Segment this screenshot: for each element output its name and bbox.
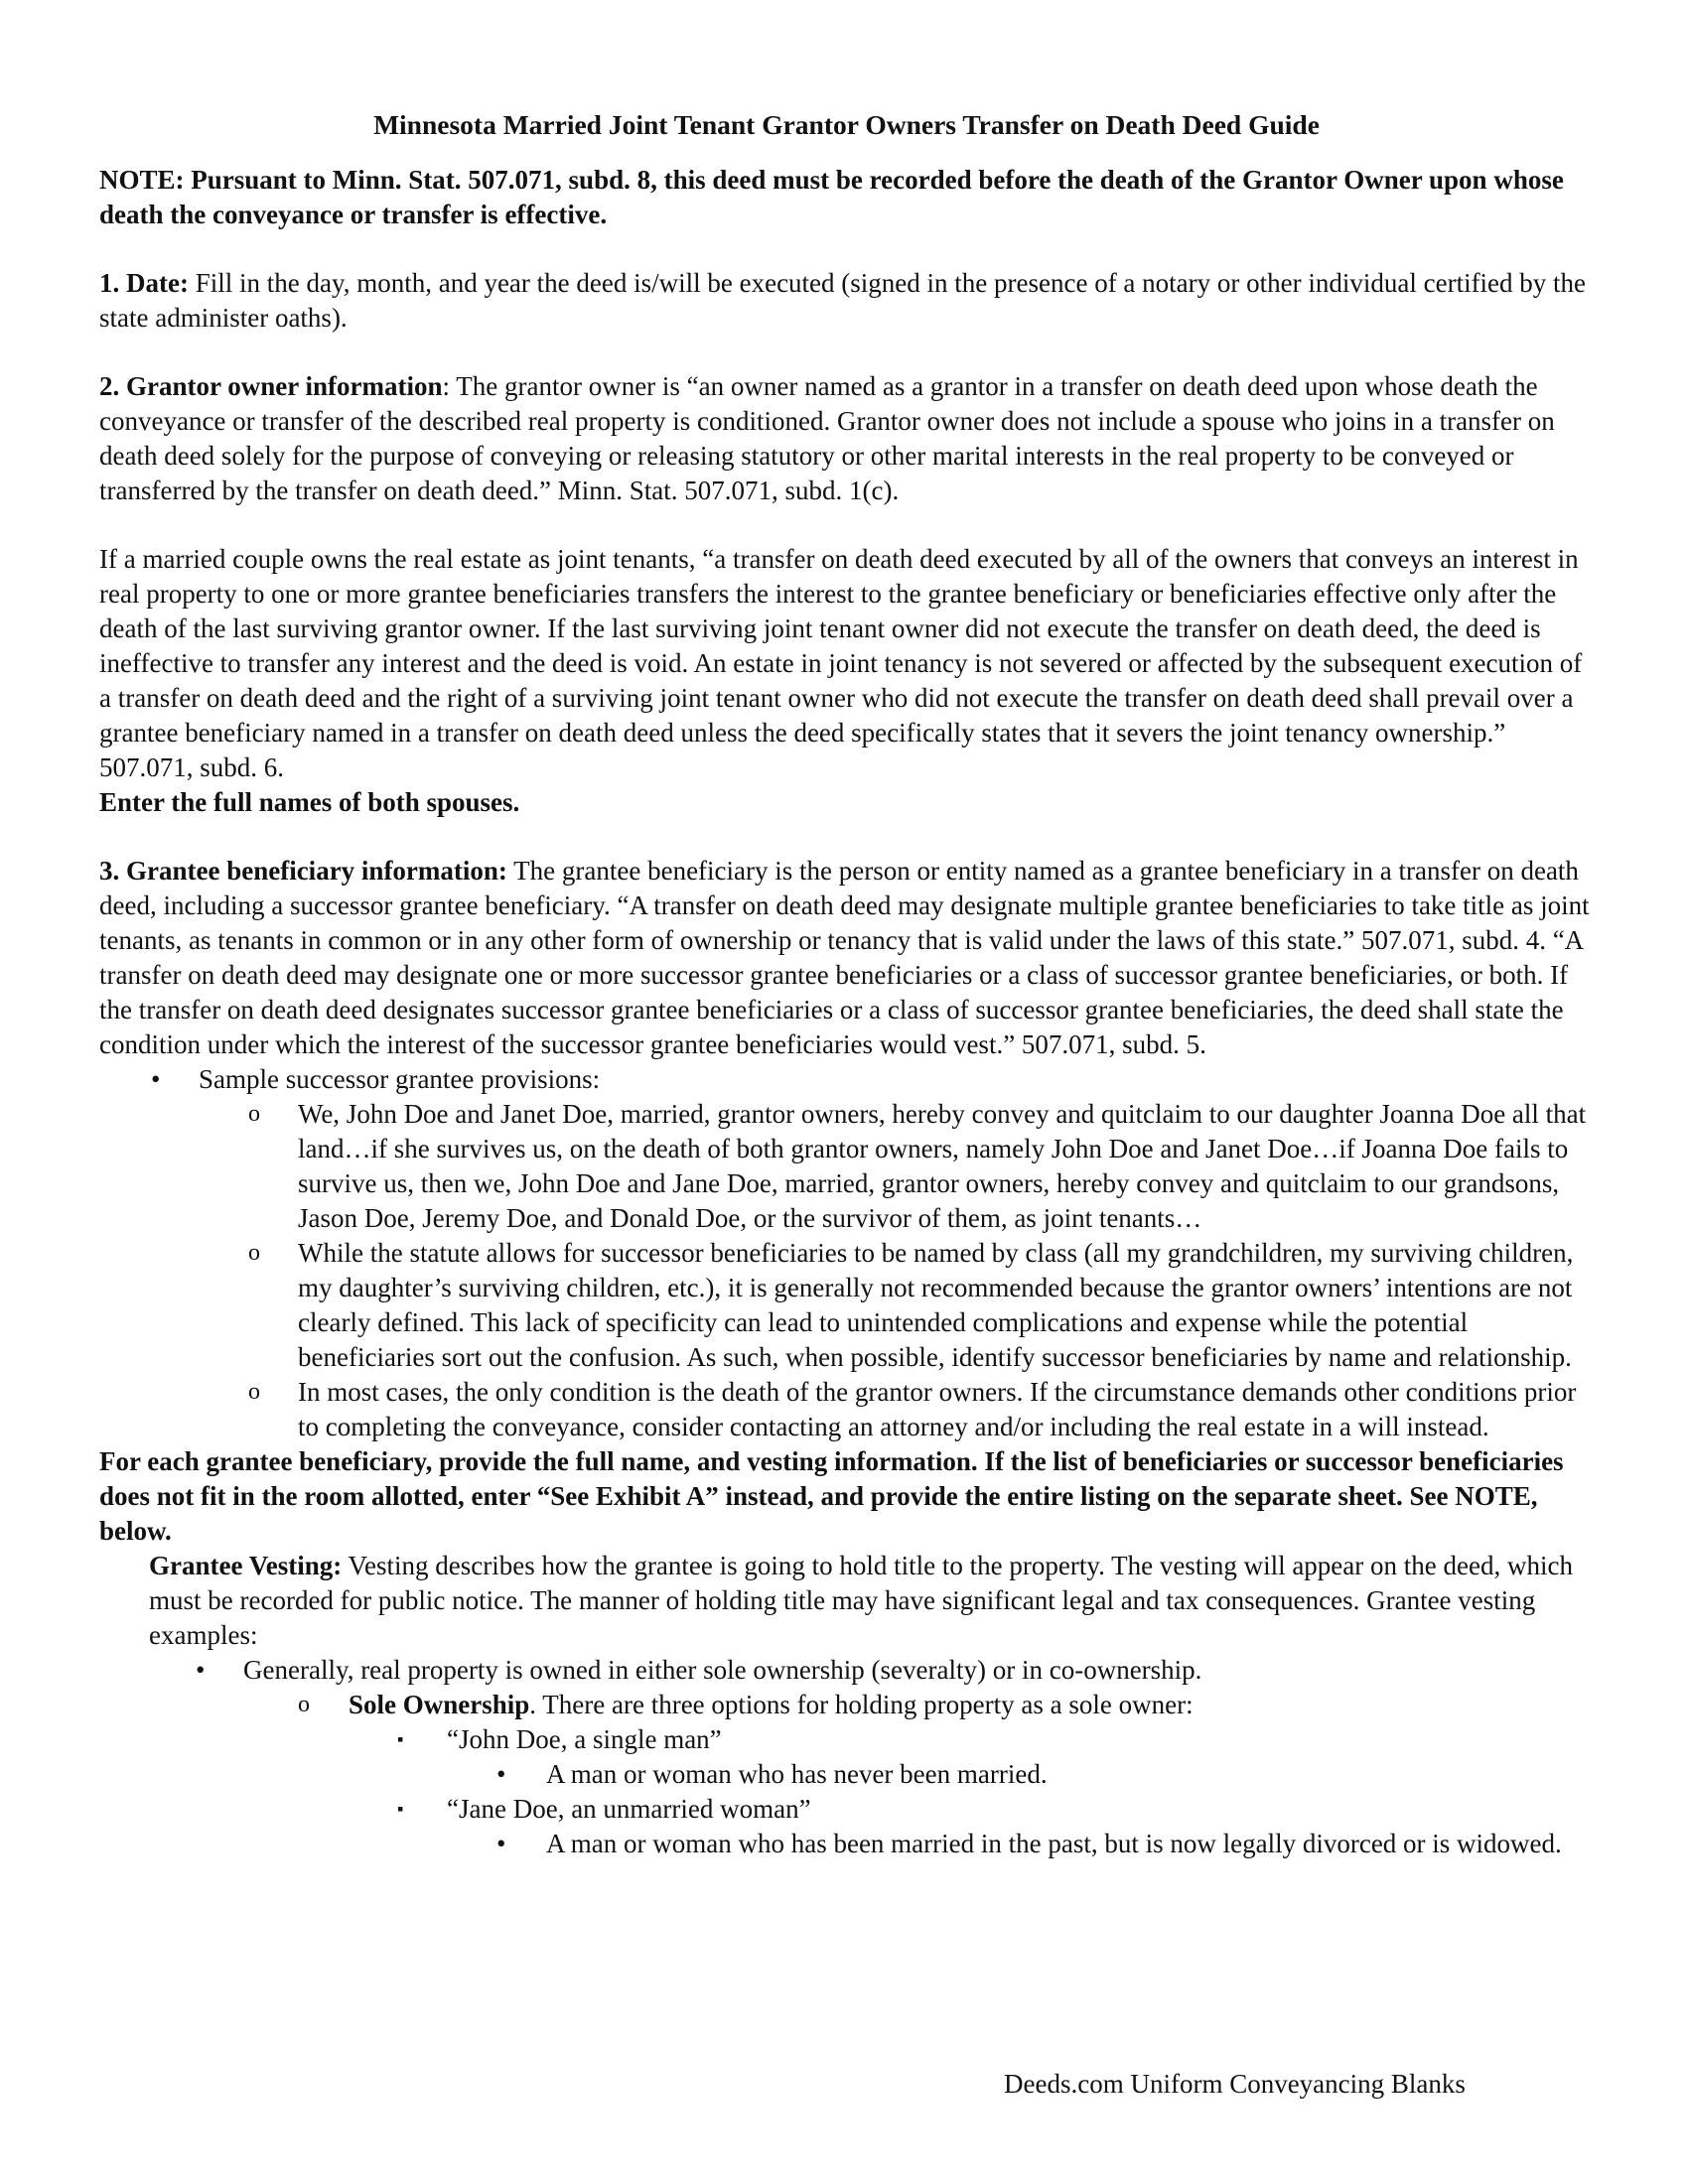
list-item bbox=[99, 1827, 1594, 1861]
grantee-vesting-text: Vesting describes how the grantee is going to hold title to the property. The vesting will appear on the deed, which must be recorded for public notice. The manner of holding title may have significant legal and tax consequences. Grantee vesting examples: bbox=[149, 1551, 1573, 1650]
list-item bbox=[99, 1757, 1594, 1792]
square-bullet-icon: ▪ bbox=[397, 1799, 404, 1819]
beneficiary-instruction bbox=[99, 1444, 1594, 1549]
list-item-text: While the statute allows for successor beneficiaries to be named by class (all my grandchildren, my surviving children, my daughter’s surviving children, etc.), it is generally not recommended because the grantor owners’ intentions are not clearly defined. This lack of specificity can lead to unintended complications and expense while the potential beneficiaries sort out the confusion. As such, when possible, identify successor beneficiaries by name and relationship. bbox=[298, 1238, 1574, 1372]
circle-bullet-icon: o bbox=[248, 1379, 260, 1405]
list-item bbox=[99, 1375, 1594, 1444]
vesting-example-title: “John Doe, a single man” bbox=[447, 1724, 722, 1754]
section-date-text: Fill in the day, month, and year the deed is/will be executed (signed in the presence of a notary or other individual certified by the state administer oaths). bbox=[99, 268, 1587, 333]
section-grantor bbox=[99, 369, 1594, 508]
recording-note: NOTE: Pursuant to Minn. Stat. 507.071, subd. 8, this deed must be recorded before the death of the Grantor Owner upon whose death the conveyance or transfer is effective. bbox=[99, 165, 1564, 229]
bullet-icon: • bbox=[151, 1064, 161, 1094]
beneficiary-instruction-text: For each grantee beneficiary, provide the full name, and vesting information. If the list of beneficiaries or successor beneficiaries does not fit in the room allotted, enter “See Exhibit A” instead, and provide the entire listing on the separate sheet. See NOTE, below. bbox=[99, 1446, 1564, 1546]
section-date-label: 1. Date: bbox=[99, 268, 189, 298]
circle-bullet-icon: o bbox=[298, 1692, 310, 1717]
list-item bbox=[99, 1722, 1594, 1757]
bullet-icon: • bbox=[496, 1759, 506, 1789]
grantee-vesting bbox=[99, 1549, 1594, 1653]
section-grantee-text: The grantee beneficiary is the person or entity named as a grantee beneficiary in a transfer on death deed, including a successor grantee beneficiary. “A transfer on death deed may designate multiple grantee beneficiaries to take title as joint tenants, as tenants in common or in any other form of ownership or tenancy that is valid under the laws of this state.” 507.071, subd. 4. “A transfer on death deed may designate one or more successor grantee beneficiaries or a class of successor grantee beneficiaries, or both. If the transfer on death deed designates successor grantee beneficiaries or a class of successor grantee beneficiaries, the deed shall state the condition under which the interest of the successor grantee beneficiaries would vest.” 507.071, subd. 5. bbox=[99, 856, 1590, 1059]
sample-provisions-list bbox=[99, 1062, 1594, 1444]
list-item bbox=[99, 1688, 1594, 1722]
grantee-vesting-label: Grantee Vesting: bbox=[149, 1551, 343, 1580]
sole-ownership-text: . There are three options for holding property as a sole owner: bbox=[529, 1690, 1194, 1719]
document-title: Minnesota Married Joint Tenant Grantor Owners Transfer on Death Deed Guide bbox=[373, 109, 1320, 140]
list-item-text: In most cases, the only condition is the death of the grantor owners. If the circumstance demands other conditions prior to completing the conveyance, consider contacting an attorney and/or including the real estate in a will instead. bbox=[298, 1377, 1577, 1441]
circle-bullet-icon: o bbox=[248, 1240, 260, 1266]
list-item bbox=[99, 1792, 1594, 1827]
vesting-list bbox=[99, 1653, 1594, 1861]
section-grantee-label: 3. Grantee beneficiary information: bbox=[99, 856, 507, 886]
section-date bbox=[99, 266, 1594, 336]
joint-tenancy-paragraph: If a married couple owns the real estate as joint tenants, “a transfer on death deed executed by all of the owners that conveys an interest in real property to one or more grantee beneficiaries transfers the interest to the grantee beneficiary or beneficiaries effective only after the death of the last surviving grantor owner. If the last surviving joint tenant owner did not execute the transfer on death deed, the deed is ineffective to transfer any interest and the deed is void. An estate in joint tenancy is not severed or affected by the subsequent execution of a transfer on death deed and the right of a surviving joint tenant owner who did not execute the transfer on death deed shall prevail over a grantee beneficiary named in a transfer on death deed unless the deed specifically states that it severs the joint tenancy ownership.” 507.071, subd. 6. bbox=[99, 544, 1583, 782]
list-item-text: Generally, real property is owned in either sole ownership (severalty) or in co-ownership. bbox=[243, 1655, 1202, 1685]
vesting-example-title: “Jane Doe, an unmarried woman” bbox=[447, 1794, 811, 1824]
section-grantee bbox=[99, 854, 1594, 1062]
bullet-icon: • bbox=[196, 1655, 206, 1685]
list-item-text: Sample successor grantee provisions: bbox=[199, 1064, 601, 1094]
bullet-icon: • bbox=[496, 1829, 506, 1858]
circle-bullet-icon: o bbox=[248, 1101, 260, 1127]
document-body bbox=[99, 107, 1594, 1861]
spouses-instruction-text: Enter the full names of both spouses. bbox=[99, 787, 520, 817]
spouses-instruction bbox=[99, 785, 1594, 820]
vesting-example-desc: A man or woman who has been married in the past, but is now legally divorced or is widowed. bbox=[546, 1829, 1562, 1858]
list-item bbox=[99, 1097, 1594, 1236]
vesting-example-desc: A man or woman who has never been married. bbox=[546, 1759, 1048, 1789]
page-footer: Deeds.com Uniform Conveyancing Blanks bbox=[1004, 2069, 1466, 2099]
square-bullet-icon: ▪ bbox=[397, 1729, 404, 1749]
section-grantor-label: 2. Grantor owner information bbox=[99, 371, 443, 401]
section-grantor-text: : The grantor owner is “an owner named as a grantor in a transfer on death deed upon whose death the conveyance or transfer of the described real property is conditioned. Grantor owner does not include a spouse who joins in a transfer on death deed solely for the purpose of conveying or releasing statutory or other marital interests in the real property to be conveyed or transferred by the transfer on death deed.” Minn. Stat. 507.071, subd. 1(c). bbox=[99, 371, 1555, 505]
list-item bbox=[99, 1062, 1594, 1097]
list-item bbox=[99, 1653, 1594, 1688]
list-item bbox=[99, 1236, 1594, 1375]
sole-ownership-label: Sole Ownership bbox=[349, 1690, 530, 1719]
list-item-text: We, John Doe and Janet Doe, married, grantor owners, hereby convey and quitclaim to our daughter Joanna Doe all that land…if she survives us, on the death of both grantor owners, namely John Doe and Janet Doe…if Joanna Doe fails to survive us, then we, John Doe and Jane Doe, married, grantor owners, hereby convey and quitclaim to our grandsons, Jason Doe, Jeremy Doe, and Donald Doe, or the survivor of them, as joint tenants… bbox=[298, 1099, 1587, 1233]
